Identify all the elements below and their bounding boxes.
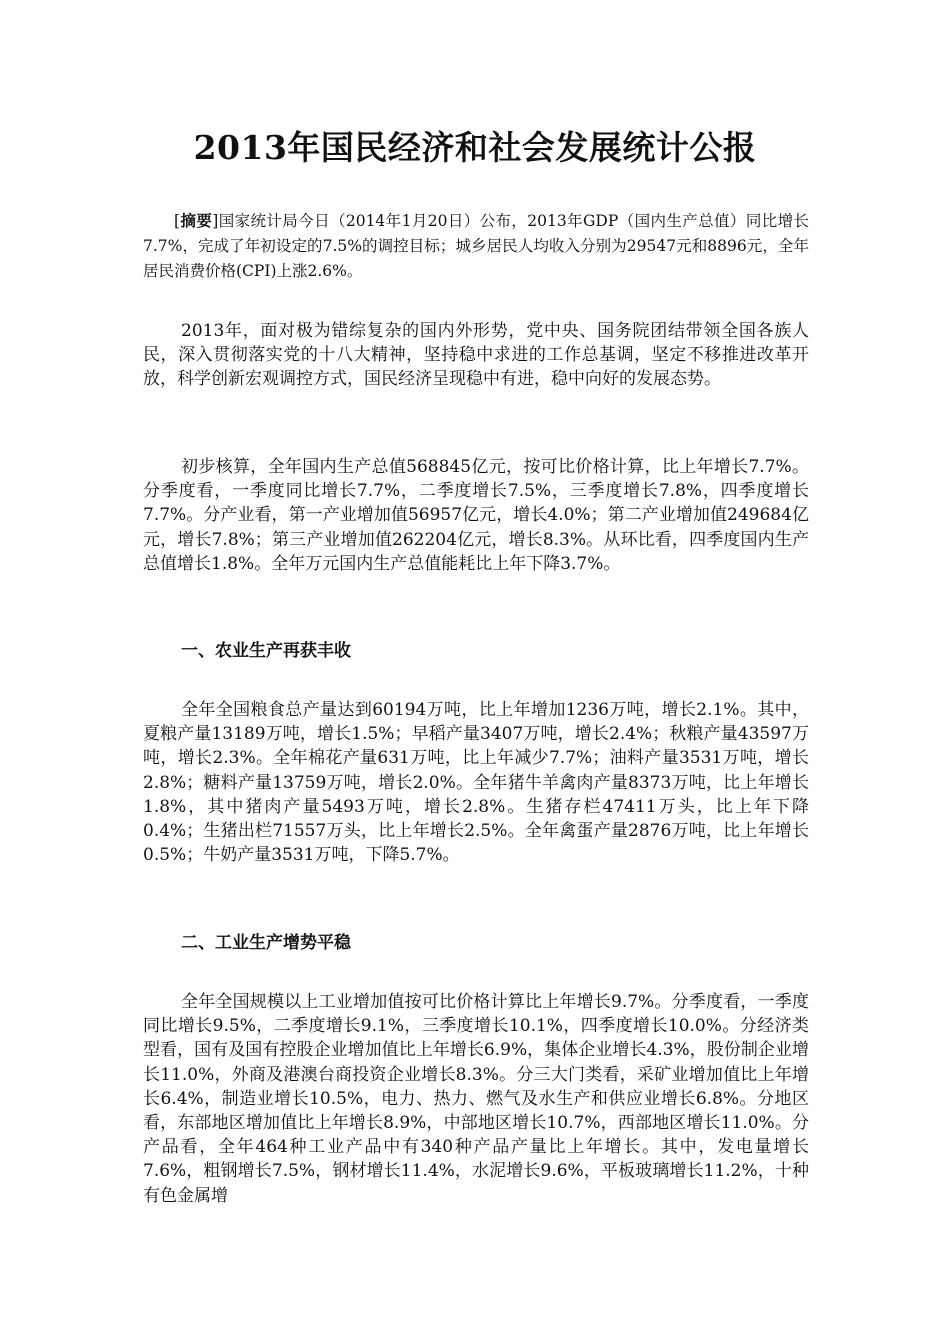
gdp-paragraph: 初步核算，全年国内生产总值568845亿元，按可比价格计算，比上年增长7.7%。分季度看，一季度同比增长7.7%，二季度增长7.5%，三季度增长7.8%，四季度增长7.7%。分产业看，第一产业增加值56957亿元，增长4.0%；第二产业增加值249684亿元，增长7.8%；第三产业增加值262204亿元，增长8.3%。从环比看，四季度国内生产总值增长1.8%。全年万元国内生产总值能耗比上年下降3.7%。 (143, 457, 809, 574)
industry-paragraph: 全年全国规模以上工业增加值按可比价格计算比上年增长9.7%。分季度看，一季度同比增长9.5%，二季度增长9.1%，三季度增长10.1%，四季度增长10.0%。分经济类型看，国有及国有控股企业增加值比上年增长6.9%，集体企业增长4.3%，股份制企业增长11.0%，外商及港澳台商投资企业增长8.3%。分三大门类看，采矿业增加值比上年增长6.4%，制造业增长10.5%，电力、热力、燃气及水生产和供应业增长6.8%。分地区看，东部地区增加值比上年增长8.9%，中部地区增长10.7%，西部地区增长11.0%。分产品看，全年464种工业产品中有340种产品产量比上年增长。其中，发电量增长7.6%，粗钢增长7.5%，钢材增长11.4%，水泥增长9.6%，平板玻璃增长11.2%，十种有色金属增 (143, 992, 809, 1206)
abstract-text: 国家统计局今日（2014年1月20日）公布，2013年GDP（国内生产总值）同比增长7.7%，完成了年初设定的7.5%的调控目标；城乡居民人均收入分别为29547元和8896元，全年居民消费价格(CPI)上涨2.6%。 (143, 212, 809, 280)
document-title: 2013年国民经济和社会发展统计公报 (193, 128, 757, 167)
abstract-tag-close: ] (212, 212, 219, 230)
section-heading-industry: 二、工业生产增势平稳 (181, 933, 351, 953)
abstract-paragraph (143, 208, 809, 284)
abstract-tag: 摘要 (180, 211, 213, 230)
abstract-tag-open: [ (174, 212, 181, 230)
intro-paragraph: 2013年，面对极为错综复杂的国内外形势，党中央、国务院团结带领全国各族人民，深入贯彻落实党的十八大精神，坚持稳中求进的工作总基调，坚定不移推进改革开放，科学创新宏观调控方式，国民经济呈现稳中有进，稳中向好的发展态势。 (143, 321, 809, 390)
section-heading-agriculture: 一、农业生产再获丰收 (181, 641, 351, 661)
agriculture-paragraph: 全年全国粮食总产量达到60194万吨，比上年增加1236万吨，增长2.1%。其中，夏粮产量13189万吨，增长1.5%；早稻产量3407万吨，增长2.4%；秋粮产量43597万吨，增长2.3%。全年棉花产量631万吨，比上年减少7.7%；油料产量3531万吨，增长2.8%；糖料产量13759万吨，增长2.0%。全年猪牛羊禽肉产量8373万吨，比上年增长1.8%，其中猪肉产量5493万吨，增长2.8%。生猪存栏47411万头，比上年下降0.4%；生猪出栏71557万头，比上年增长2.5%。全年禽蛋产量2876万吨，比上年增长0.5%；牛奶产量3531万吨，下降5.7%。 (143, 700, 809, 866)
